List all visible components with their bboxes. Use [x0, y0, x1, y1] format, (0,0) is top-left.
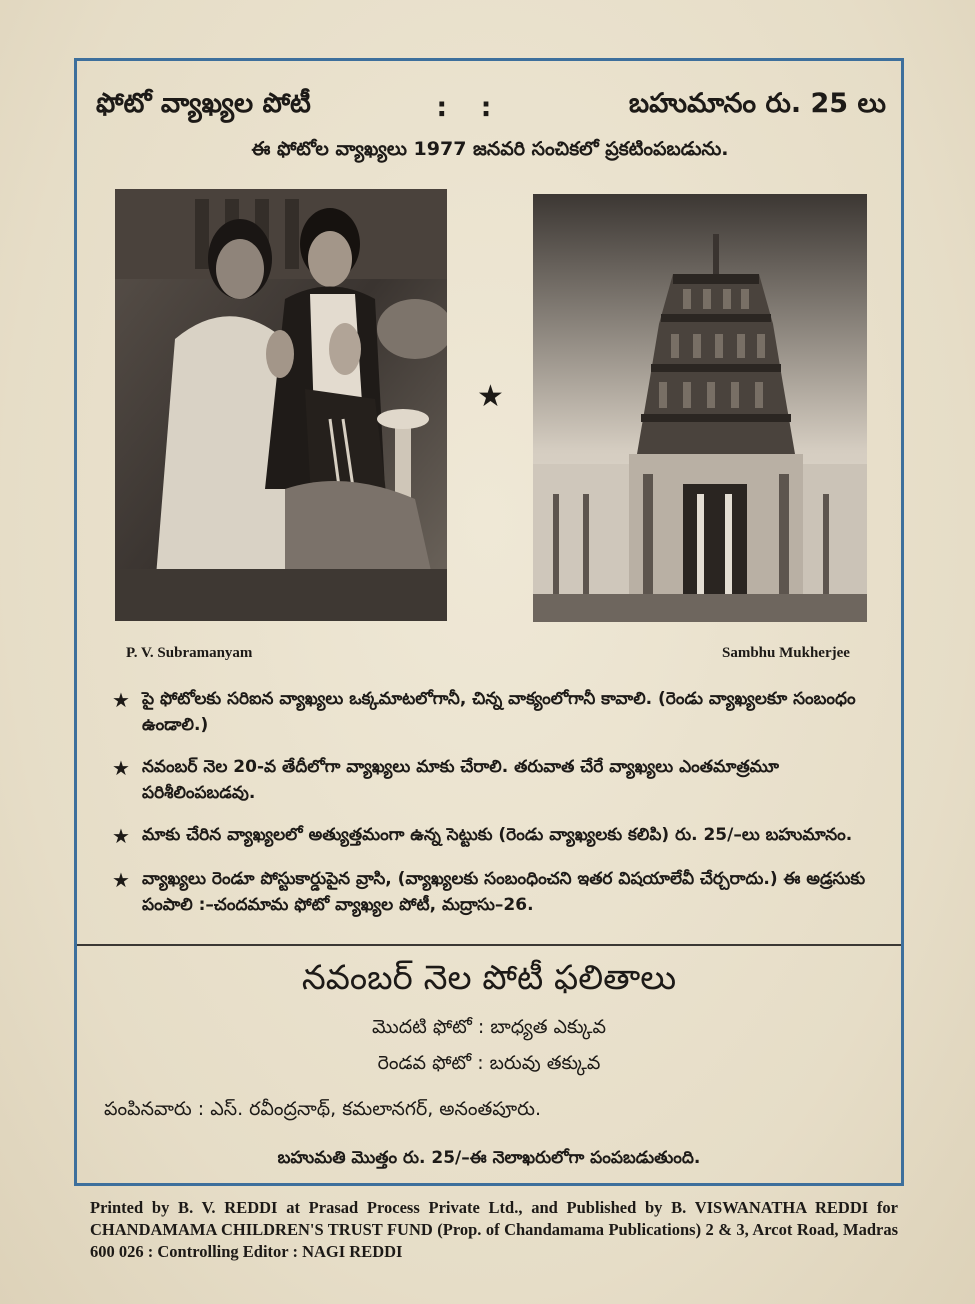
- center-star-icon: ★: [477, 379, 504, 414]
- rule-item: [112, 866, 882, 918]
- section-divider: [77, 944, 901, 946]
- contest-prize: బహుమానం రు. 25 లు: [628, 88, 886, 119]
- girls-praying-image: [115, 189, 447, 621]
- announcement-line: ఈ ఫోటోల వ్యాఖ్యలు 1977 జనవరి సంచికలో ప్రకటింపబడును.: [251, 138, 729, 160]
- rule-item: [112, 822, 882, 850]
- temple-gopuram-image: [533, 194, 867, 622]
- star-bullet-icon: ★: [112, 824, 130, 848]
- star-bullet-icon: ★: [112, 868, 130, 892]
- rule-text: నవంబర్ నెల 20-వ తేదీలోగా వ్యాఖ్యలు మాకు చేరాలి. తరువాత చేరే వ్యాఖ్యలు ఎంతమాత్రమూ పరిశీలింపబడవు.: [142, 757, 780, 803]
- contest-header: [96, 84, 886, 130]
- rule-text: పై ఫోటోలకు సరిఐన వ్యాఖ్యలు ఒక్కమాటలోగానీ, చిన్న వాక్యంలోగానీ కావాలి. (రెండు వ్యాఖ్యలకూ సంబంధం ఉండాలి.): [142, 689, 856, 735]
- rule-item: [112, 686, 882, 738]
- contest-title: ఫోటో వ్యాఖ్యల పోటీ: [96, 88, 311, 119]
- header-separator: : :: [436, 91, 504, 123]
- photo-girls-praying: [115, 189, 447, 621]
- photo-credit-left: P. V. Subramanyam: [126, 645, 253, 661]
- publisher-imprint: Printed by B. V. REDDI at Prasad Process Private Ltd., and Published by B. VISWANATHA REDDI for CHANDAMAMA CHILDREN'S TRUST FUND (Prop. of Chandamama Publications) 2 & 3, Arcot Road, Madras 600 026 : Controlling Editor : NAGI REDDI: [90, 1198, 898, 1261]
- star-bullet-icon: ★: [112, 688, 130, 712]
- rule-item: [112, 754, 882, 806]
- results-title: నవంబర్ నెల పోటీ ఫలితాలు: [301, 958, 677, 998]
- photo-credit-right: Sambhu Mukherjee: [722, 645, 850, 661]
- contest-rules: [112, 686, 882, 934]
- rule-text: వ్యాఖ్యలు రెండూ పోస్టుకార్డుపైన వ్రాసి, (వ్యాఖ్యలకు సంబంధించని ఇతర విషయాలేవీ చేర్చరాదు.) ఈ అడ్రసుకు పంపాలి :–చందమామ ఫోటో వ్యాఖ్యల పోటీ, మద్రాసు–26.: [142, 869, 866, 915]
- photo-temple-gopuram: [533, 194, 867, 622]
- winner-sender: పంపినవారు : ఎస్. రవీంద్రనాథ్, కమలానగర్, అనంతపూరు.: [104, 1098, 541, 1120]
- result-first-photo: మొదటి ఫోటో : బాధ్యత ఎక్కువ: [372, 1016, 606, 1038]
- rule-text: మాకు చేరిన వ్యాఖ్యలలో అత్యుత్తమంగా ఉన్న సెట్టుకు (రెండు వ్యాఖ్యలకు కలిపి) రు. 25/–లు బహుమానం.: [142, 825, 853, 845]
- result-second-photo: రెండవ ఫోటో : బరువు తక్కువ: [377, 1052, 601, 1074]
- star-bullet-icon: ★: [112, 756, 130, 780]
- prize-note: బహుమతి మొత్తం రు. 25/–ఈ నెలాఖరులోగా పంపబడుతుంది.: [277, 1148, 701, 1168]
